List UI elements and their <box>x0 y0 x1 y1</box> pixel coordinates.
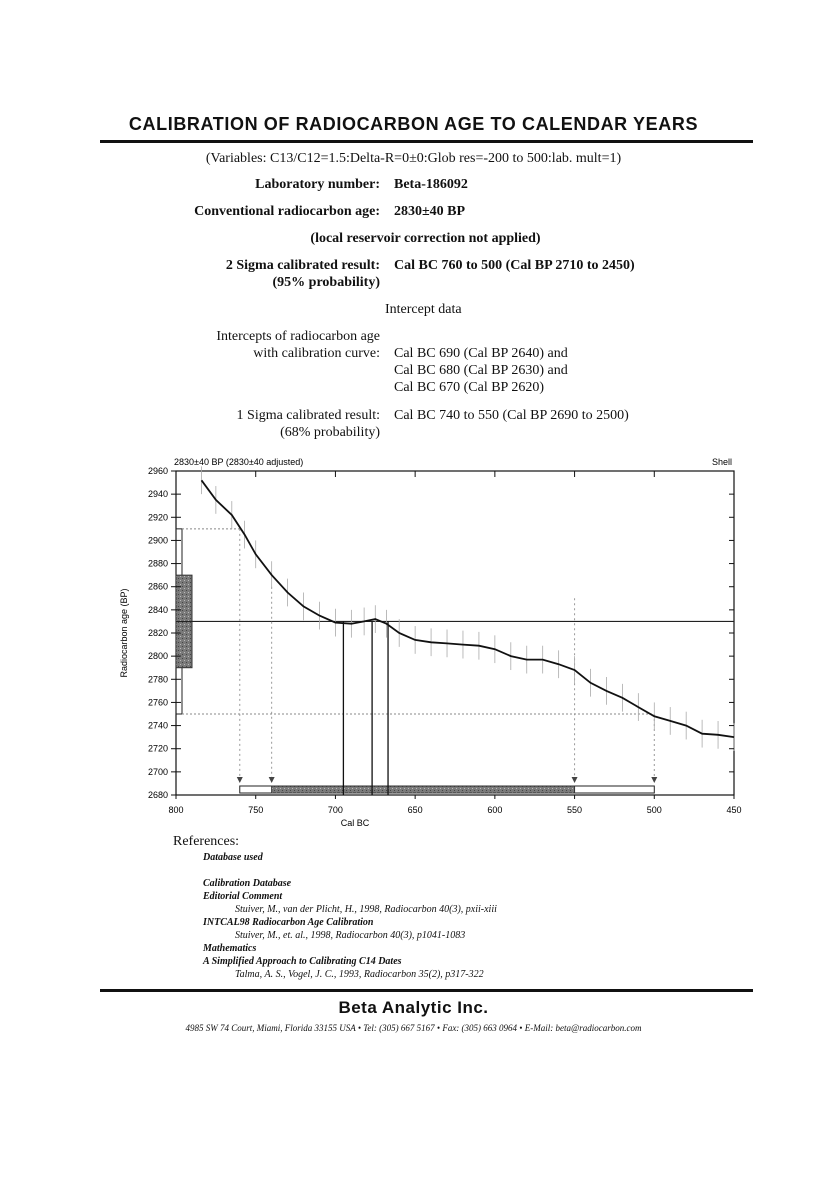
reservoir-note: (local reservoir correction not applied) <box>310 231 541 246</box>
y-tick-label: 2780 <box>147 674 168 685</box>
database-used: Database used <box>203 852 263 863</box>
one-sigma-value: Cal BC 740 to 550 (Cal BP 2690 to 2500) <box>394 408 629 423</box>
range-arrow <box>269 777 275 783</box>
y-tick-label: 2840 <box>147 604 168 615</box>
editorial-citation: Stuiver, M., van der Plicht, H., 1998, Radiocarbon 40(3), pxii-xiii <box>235 904 497 915</box>
intercepts-label-2: with calibration curve: <box>253 346 380 361</box>
x-tick-label: 450 <box>726 805 742 815</box>
y-tick-label: 2940 <box>147 489 168 500</box>
x-axis-label: Cal BC <box>340 818 370 828</box>
one-sigma-sublabel: (68% probability) <box>280 425 380 440</box>
calibration-database: Calibration Database <box>203 878 292 889</box>
x-tick-label: 750 <box>248 805 264 815</box>
y-tick-label: 2880 <box>147 558 168 569</box>
y-tick-label: 2920 <box>147 512 168 523</box>
plot-frame <box>176 471 734 795</box>
x-tick-label: 550 <box>567 805 583 815</box>
intcal-title: INTCAL98 Radiocarbon Age Calibration <box>203 917 374 928</box>
chart-title: 2830±40 BP (2830±40 adjusted) <box>174 457 304 467</box>
page-title: CALIBRATION OF RADIOCARBON AGE TO CALENDAR YEARS <box>128 114 699 134</box>
intercept-value-3: Cal BC 670 (Cal BP 2620) <box>394 380 544 395</box>
approach-citation: Talma, A. S., Vogel, J. C., 1993, Radiocarbon 35(2), p317-322 <box>235 969 484 980</box>
company-name: Beta Analytic Inc. <box>338 998 489 1017</box>
y-tick-label: 2700 <box>147 766 168 777</box>
y-tick-label: 2720 <box>147 743 168 754</box>
y-axis-label: Radiocarbon age (BP) <box>119 588 129 678</box>
y-tick-label: 2820 <box>147 628 168 638</box>
one-sigma-label: 1 Sigma calibrated result: <box>236 408 380 423</box>
y-tick-label: 2740 <box>147 720 168 731</box>
intercept-value-1: Cal BC 690 (Cal BP 2640) and <box>394 346 568 361</box>
y-tick-label: 2680 <box>147 790 168 800</box>
two-sigma-value: Cal BC 760 to 500 (Cal BP 2710 to 2450) <box>394 258 635 273</box>
lab-number-value: Beta-186092 <box>394 177 468 192</box>
conventional-age-value: 2830±40 BP <box>394 204 466 219</box>
calibration-curve <box>202 480 735 737</box>
chart-corner-label: Shell <box>711 457 732 467</box>
intercept-header: Intercept data <box>385 302 462 317</box>
conventional-age-label: Conventional radiocarbon age: <box>194 204 380 219</box>
intercept-value-2: Cal BC 680 (Cal BP 2630) and <box>394 363 568 378</box>
approach-title: A Simplified Approach to Calibrating C14 Dates <box>203 956 402 967</box>
x-tick-label: 600 <box>487 805 503 815</box>
bottom-rule <box>100 989 753 992</box>
y-tick-label: 2860 <box>147 581 168 592</box>
intercepts-label-1: Intercepts of radiocarbon age <box>216 329 380 344</box>
y-tick-label: 2800 <box>147 651 168 662</box>
references-header: References: <box>173 834 240 849</box>
range-arrow <box>651 777 657 783</box>
lab-number-label: Laboratory number: <box>255 177 380 192</box>
range-arrow <box>572 777 578 783</box>
two-sigma-sublabel: (95% probability) <box>272 275 380 290</box>
y-tick-label: 2900 <box>147 535 168 546</box>
x-tick-label: 700 <box>327 805 343 815</box>
variables-line: (Variables: C13/C12=1.5:Delta-R=0±0:Glob res=-200 to 500:lab. mult=1) <box>205 151 622 166</box>
editorial-comment: Editorial Comment <box>203 891 283 902</box>
y-tick-label: 2960 <box>147 466 168 476</box>
range-arrow <box>237 777 243 783</box>
company-address: 4985 SW 74 Court, Miami, Florida 33155 USA • Tel: (305) 667 5167 • Fax: (305) 663 0964 • E-Mail: beta@radiocarbon.com <box>185 1023 642 1033</box>
one-sigma-band <box>272 786 575 793</box>
x-tick-label: 650 <box>407 805 423 815</box>
x-tick-label: 500 <box>646 805 662 815</box>
intcal-citation: Stuiver, M., et. al., 1998, Radiocarbon 40(3), p1041-1083 <box>235 930 466 941</box>
mathematics: Mathematics <box>203 943 257 954</box>
two-sigma-label: 2 Sigma calibrated result: <box>225 258 380 273</box>
y-tick-label: 2760 <box>147 697 168 708</box>
x-tick-label: 800 <box>168 805 184 815</box>
